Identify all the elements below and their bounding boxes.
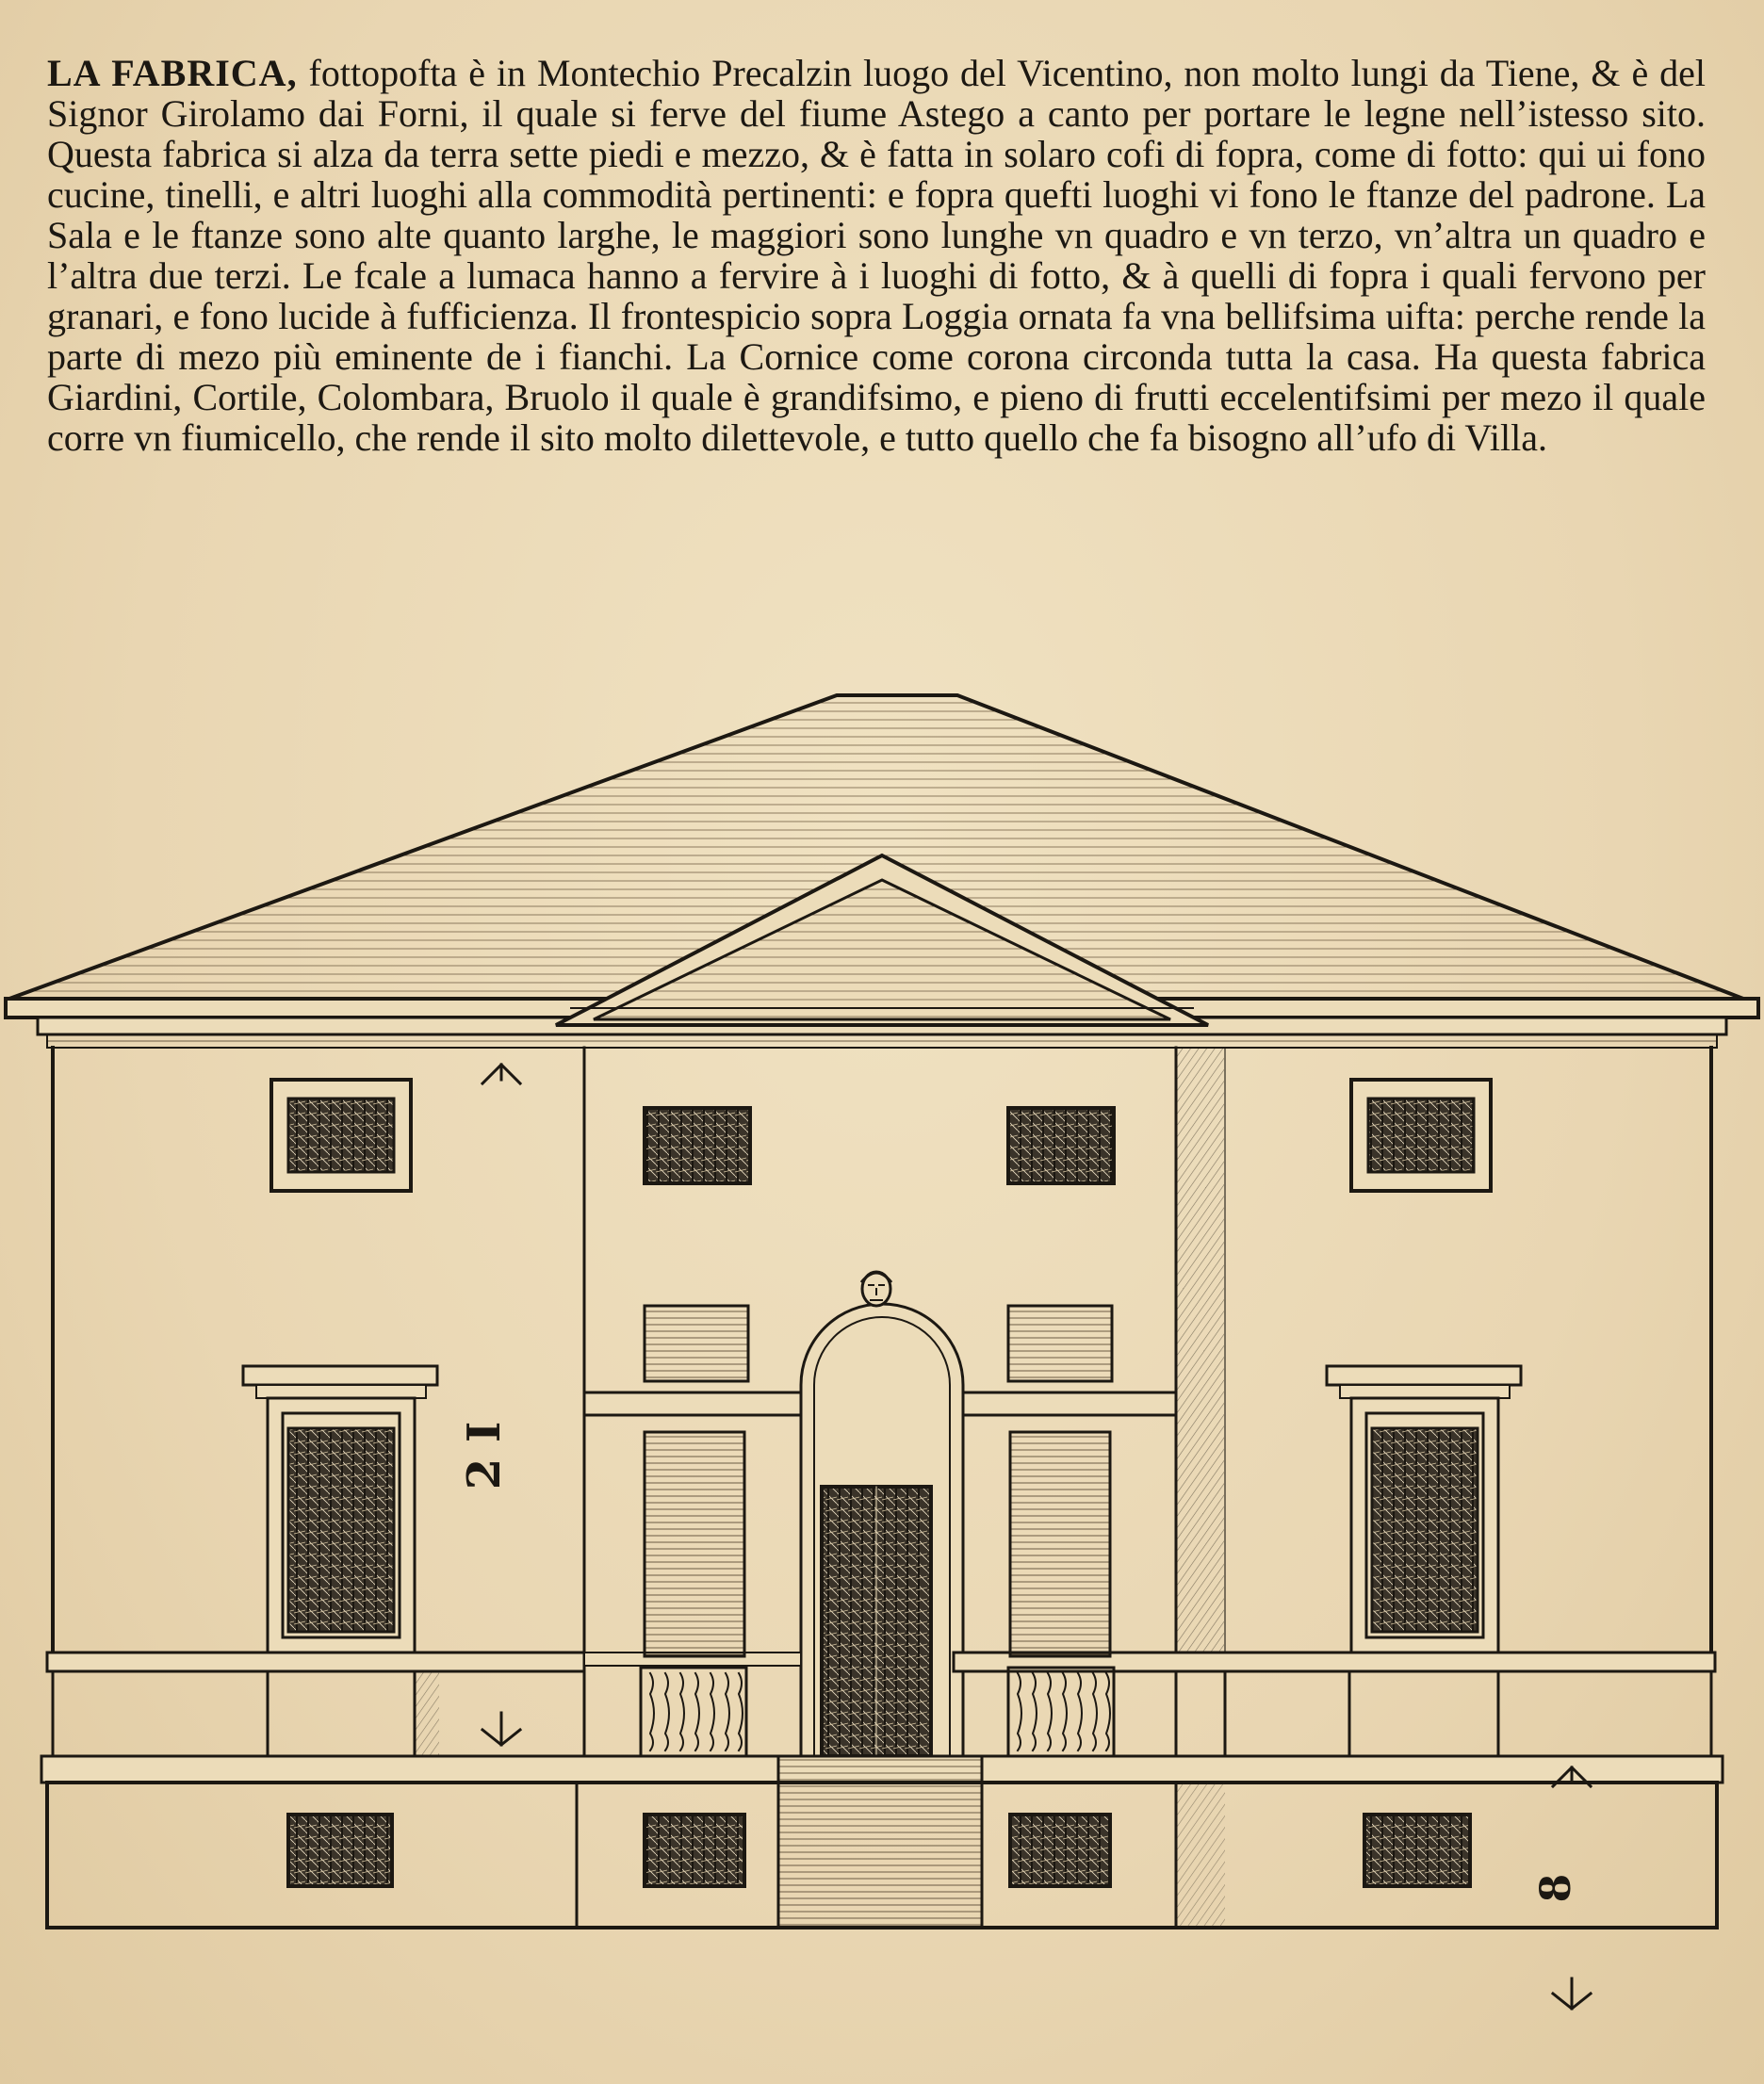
upper-window-left bbox=[271, 1080, 411, 1191]
upper-window-center-left bbox=[645, 1108, 750, 1183]
description-body: fottopofta è in Montechio Precalzin luogo del Vicentino, non molto lungi da Tiene, & è del Signor Girolamo dai Forni, il quale si ferve del fiume Astego a canto per portare le legne nell’istesso sito. Questa fabrica si alza da terra sette piedi e mezzo, & è fatta in solaro cofi di fopra, come di fotto: qui ui fono cucine, tinelli, e altri luoghi alla commodità pertinenti: e fopra quefti luoghi vi fono le ftanze del padrone. La Sala e le ftanze sono alte quanto larghe, le maggiori sono lunghe vn quadro e vn terzo, vn’altra un quadro e l’altra due terzi. Le fcale a lumaca hanno a fervire à i luoghi di fotto, & à quelli di fopra i quali fervono per granari, e fono lucide à fufficienza. Il frontespicio sopra Loggia ornata fa vna bellifsima uifta: perche rende la parte di mezo più eminente de i fianchi. La Cornice come corona circonda tutta la casa. Ha questa fabrica Giardini, Cortile, Colombara, Bruolo il quale è grandifsimo, e pieno di frutti eccelentifsimi per mezo il quale corre vn fiumicello, che rende il sito molto dilettevole, e tutto quello che fa bisogno all’ufo di Villa. bbox=[47, 52, 1707, 459]
keystone-mask bbox=[862, 1272, 890, 1306]
left-balustrade bbox=[641, 1668, 746, 1756]
upper-window-right bbox=[1351, 1080, 1491, 1191]
dimension-label-upper: 2 I bbox=[458, 1421, 511, 1490]
right-balustrade bbox=[1008, 1668, 1114, 1756]
main-door bbox=[822, 1487, 931, 1756]
main-window-right bbox=[1327, 1366, 1521, 1653]
upper-window-center-right bbox=[1008, 1108, 1114, 1183]
dimension-label-lower: 8 bbox=[1532, 1873, 1580, 1903]
main-window-left bbox=[243, 1366, 437, 1653]
entrance-staircase bbox=[778, 1756, 982, 1928]
description-lead: LA FABRICA, bbox=[47, 52, 298, 94]
